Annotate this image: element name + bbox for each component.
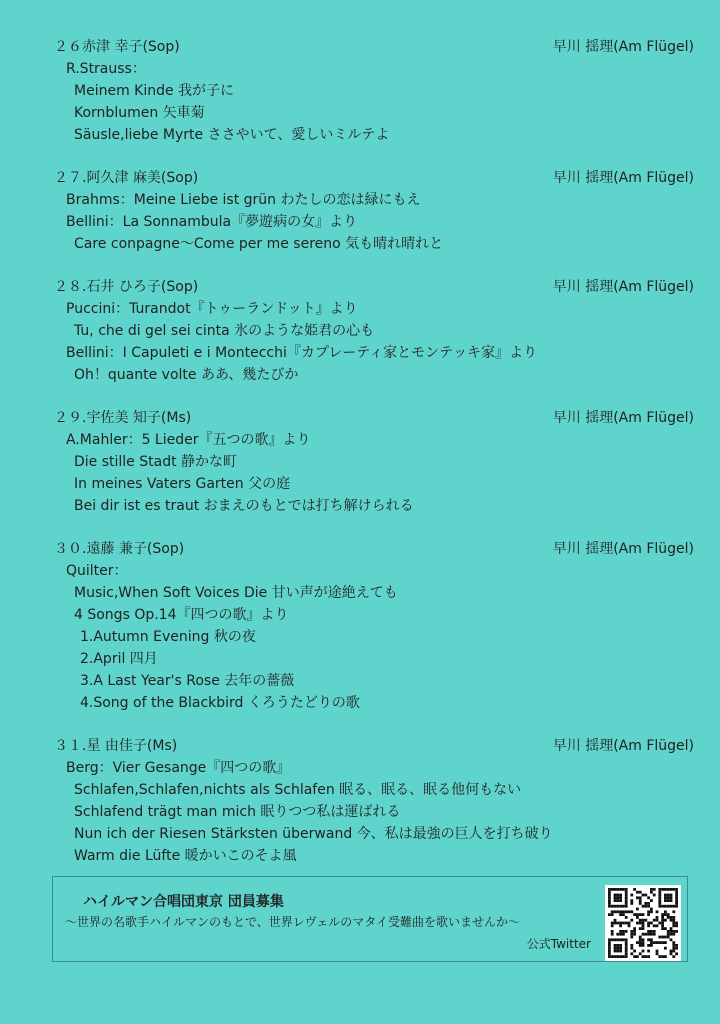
performer-name: ２９.宇佐美 知子(Ms) (54, 410, 192, 426)
program-line: Meinem Kinde 我が子に (74, 83, 235, 99)
program-line: R.Strauss： (66, 61, 146, 77)
performer-block (54, 735, 694, 867)
performer-block (54, 538, 694, 714)
performer-block (54, 36, 694, 146)
program-line: Kornblumen 矢車菊 (74, 105, 205, 121)
pianist-name: 早川 揺理(Am Flügel) (552, 541, 694, 557)
program-line: 4 Songs Op.14『四つの歌』より (74, 607, 289, 623)
performer-name: ２６赤津 幸子(Sop) (54, 39, 180, 55)
performer-block (54, 276, 694, 386)
program-line: 1.Autumn Evening 秋の夜 (80, 629, 256, 645)
performer-name: ２８.石井 ひろ子(Sop) (54, 279, 199, 295)
program-line: Music,When Soft Voices Die 甘い声が途絶えても (74, 585, 398, 601)
program-line: A.Mahler：5 Lieder『五つの歌』より (66, 432, 311, 448)
program-line: Schlafend trägt man mich 眠りつつ私は運ばれる (74, 804, 401, 820)
performer-header (54, 276, 694, 298)
qr-code-icon[interactable] (605, 885, 681, 961)
program-line: Puccini：Turandot『トゥーランドット』より (66, 301, 358, 317)
program-line: In meines Vaters Garten 父の庭 (74, 476, 291, 492)
recruitment-subtitle: ～世界の名歌手ハイルマンのもとで、世界レヴェルのマタイ受難曲を歌いませんか～ (65, 915, 521, 929)
program-line: Oh！quante volte ああ、幾たびか (74, 367, 299, 383)
performer-name: ３１.星 由佳子(Ms) (54, 738, 178, 754)
performer-block (54, 167, 694, 255)
program-line: 2.April 四月 (80, 651, 158, 667)
pianist-name: 早川 揺理(Am Flügel) (552, 410, 694, 426)
pianist-name: 早川 揺理(Am Flügel) (552, 39, 694, 55)
performer-header (54, 735, 694, 757)
performer-name: ３０.遠藤 兼子(Sop) (54, 541, 185, 557)
program-line: 3.A Last Year's Rose 去年の薔薇 (80, 673, 295, 689)
program-line: Warm die Lüfte 暖かいこのそよ風 (74, 848, 297, 864)
program-line: Tu, che di gel sei cinta 氷のような姫君の心も (74, 323, 375, 339)
program-line: Berg：Vier Gesange『四つの歌』 (66, 760, 291, 776)
performer-name: ２７.阿久津 麻美(Sop) (54, 170, 199, 186)
program-line: Bellini：I Capuleti e i Montecchi『カプレーティ家とモンテッキ家』より (66, 345, 538, 361)
program-line: Bei dir ist es traut おまえのもとでは打ち解けられる (74, 498, 414, 514)
recruitment-box (52, 876, 688, 962)
pianist-name: 早川 揺理(Am Flügel) (552, 279, 694, 295)
twitter-label: 公式Twitter (526, 937, 591, 951)
program-line: Nun ich der Riesen Stärksten überwand 今、私は最強の巨人を打ち破り (74, 826, 553, 842)
performer-header (54, 538, 694, 560)
performer-header (54, 167, 694, 189)
performer-block (54, 407, 694, 517)
program-line: Brahms：Meine Liebe ist grün わたしの恋は緑にもえ (66, 192, 421, 208)
program-line: 4.Song of the Blackbird くろうたどりの歌 (80, 695, 360, 711)
recruitment-title: ハイルマン合唱団東京 団員募集 (83, 894, 284, 910)
program-line: Säusle,liebe Myrte ささやいて、愛しいミルテよ (74, 127, 390, 143)
pianist-name: 早川 揺理(Am Flügel) (552, 170, 694, 186)
pianist-name: 早川 揺理(Am Flügel) (552, 738, 694, 754)
program-line: Schlafen,Schlafen,nichts als Schlafen 眠る、眠る、眠る他何もない (74, 782, 522, 798)
program-line: Die stille Stadt 静かな町 (74, 454, 238, 470)
performer-header (54, 36, 694, 58)
program-line: Bellini：La Sonnambula『夢遊病の女』より (66, 214, 358, 230)
program-line: Quilter： (66, 563, 128, 579)
program-line: Care conpagne～Come per me sereno 気も晴れ晴れと (74, 236, 444, 252)
performer-header (54, 407, 694, 429)
